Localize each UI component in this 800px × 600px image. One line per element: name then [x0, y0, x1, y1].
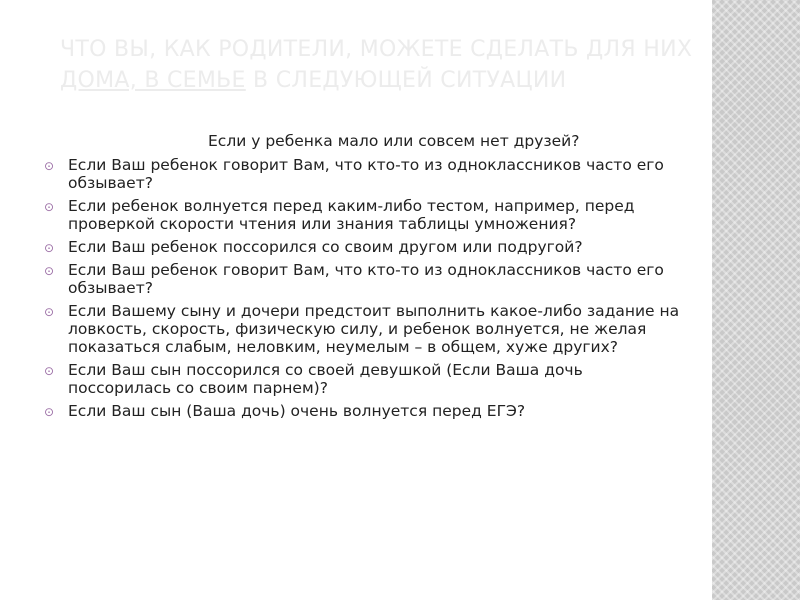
bullet-icon: ⊙ [44, 241, 55, 255]
list-item-text: Если Ваш сын поссорился со своей девушкой (Если Ваша дочь поссорилась со своим парнем)? [68, 361, 583, 397]
title-part-1: ЧТО ВЫ, КАК РОДИТЕЛИ, МОЖЕТЕ СДЕЛАТЬ ДЛЯ НИХ [60, 37, 693, 62]
title-underlined: ДОМА, В СЕМЬЕ [60, 68, 246, 93]
slide-title [60, 34, 700, 96]
list-item-text: Если ребенок волнуется перед каким-либо тестом, например, перед проверкой скорости чтения или знания таблицы умножения? [68, 197, 635, 233]
list-item [44, 361, 684, 397]
list-item [44, 238, 684, 256]
list-item-text: Если Ваш ребенок поссорился со своим другом или подругой? [68, 238, 583, 256]
bullet-icon: ⊙ [44, 405, 55, 419]
title-part-2: В СЛЕДУЮЩЕЙ СИТУАЦИИ [245, 68, 567, 93]
list-item [44, 197, 684, 233]
list-item-text: Если Ваш ребенок говорит Вам, что кто-то из одноклассников часто его обзывает? [68, 261, 664, 297]
bullet-icon: ⊙ [44, 159, 55, 173]
list-item [44, 302, 684, 356]
list-item [44, 156, 684, 192]
bullet-icon: ⊙ [44, 364, 55, 378]
list-item [44, 402, 684, 420]
bullet-icon: ⊙ [44, 305, 55, 319]
list-item-text: Если Ваш сын (Ваша дочь) очень волнуется перед ЕГЭ? [68, 402, 526, 420]
question-list [44, 156, 684, 420]
decorative-side-band [712, 0, 800, 600]
bullet-icon: ⊙ [44, 264, 55, 278]
list-item-text: Если Вашему сыну и дочери предстоит выполнить какое-либо задание на ловкость, скорость, физическую силу, и ребенок волнуется, не желая показаться слабым, неловким, неумелым – в общем, хуже других? [68, 302, 680, 356]
list-item [44, 261, 684, 297]
slide-content [44, 132, 684, 425]
list-item-text: Если Ваш ребенок говорит Вам, что кто-то из одноклассников часто его обзывает? [68, 156, 664, 192]
bullet-icon: ⊙ [44, 200, 55, 214]
intro-question: Если у ребенка мало или совсем нет друзей? [208, 132, 580, 150]
